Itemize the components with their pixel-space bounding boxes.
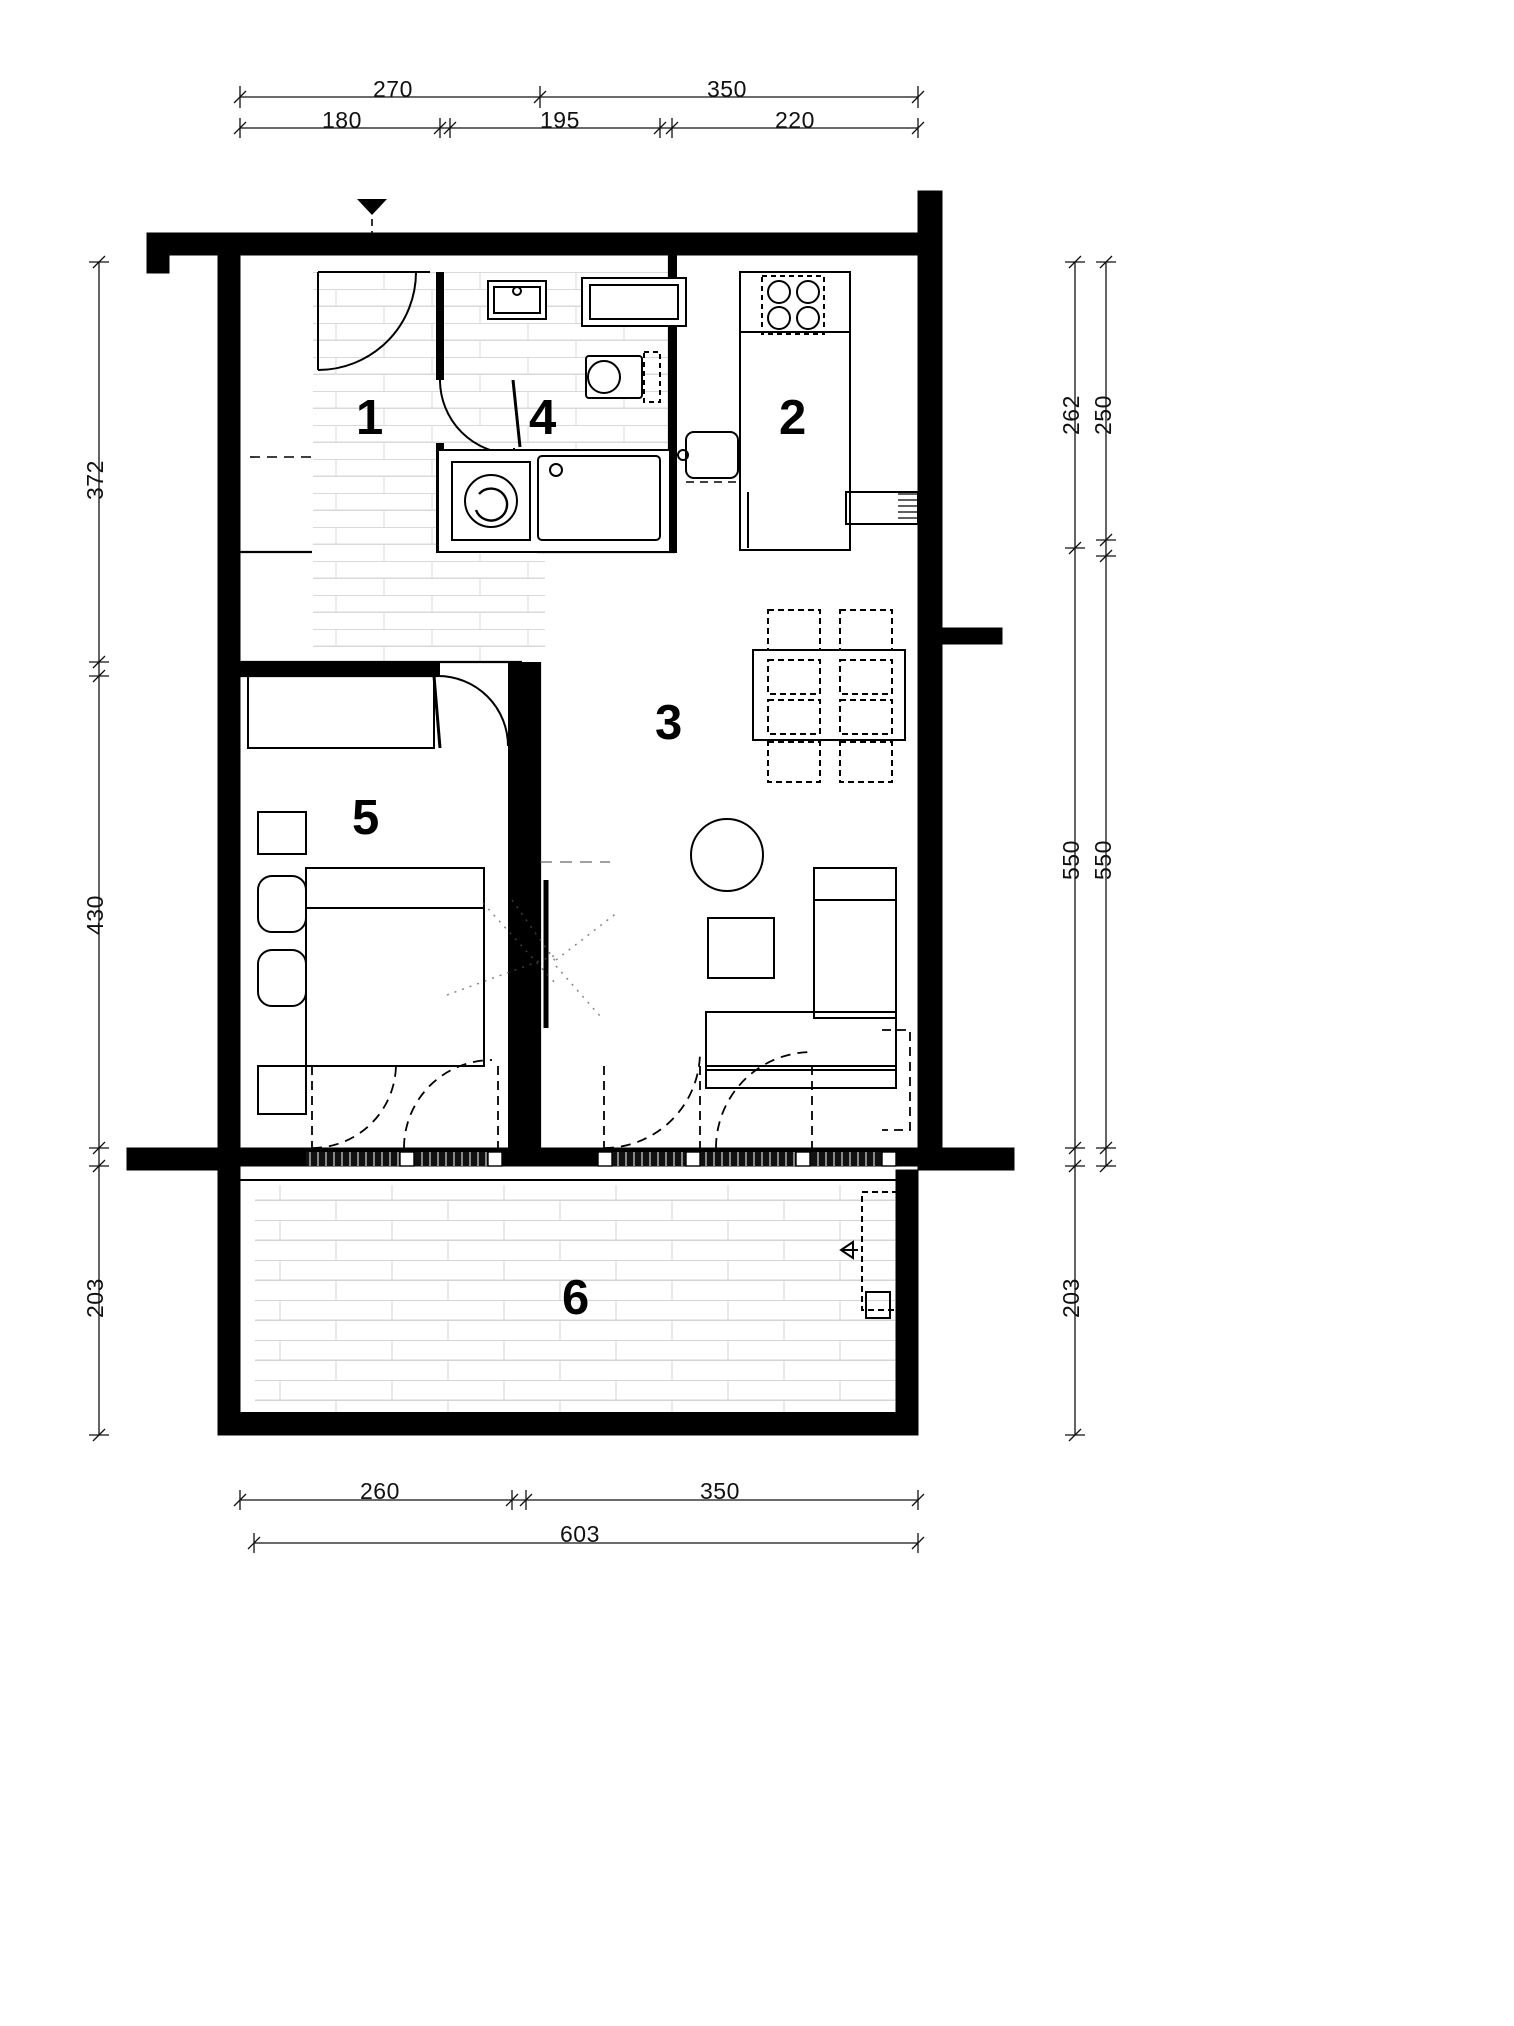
room-label-5: 5: [352, 791, 380, 845]
dim-top-350: 350: [707, 76, 747, 102]
dim-top-195: 195: [540, 107, 580, 133]
dim-top-180: 180: [322, 107, 362, 133]
room-label-4: 4: [529, 391, 557, 445]
dim-right-203: 203: [1058, 1278, 1084, 1318]
room-label-3: 3: [655, 696, 683, 750]
dim-right-outer-550: 550: [1090, 840, 1116, 880]
dim-top-220: 220: [775, 107, 815, 133]
dim-left-430: 430: [82, 895, 108, 935]
dim-bottom-260: 260: [360, 1478, 400, 1504]
dim-right-outer-250: 250: [1090, 395, 1116, 435]
dim-left-372: 372: [82, 460, 108, 500]
dim-left-203: 203: [82, 1278, 108, 1318]
room-label-6: 6: [562, 1271, 590, 1325]
room-label-2: 2: [779, 391, 807, 445]
dim-top-270: 270: [373, 76, 413, 102]
dim-bottom-350: 350: [700, 1478, 740, 1504]
dim-right-262: 262: [1058, 395, 1084, 435]
dim-right-550: 550: [1058, 840, 1084, 880]
dim-bottom-603: 603: [560, 1521, 600, 1547]
room-label-1: 1: [356, 391, 384, 445]
